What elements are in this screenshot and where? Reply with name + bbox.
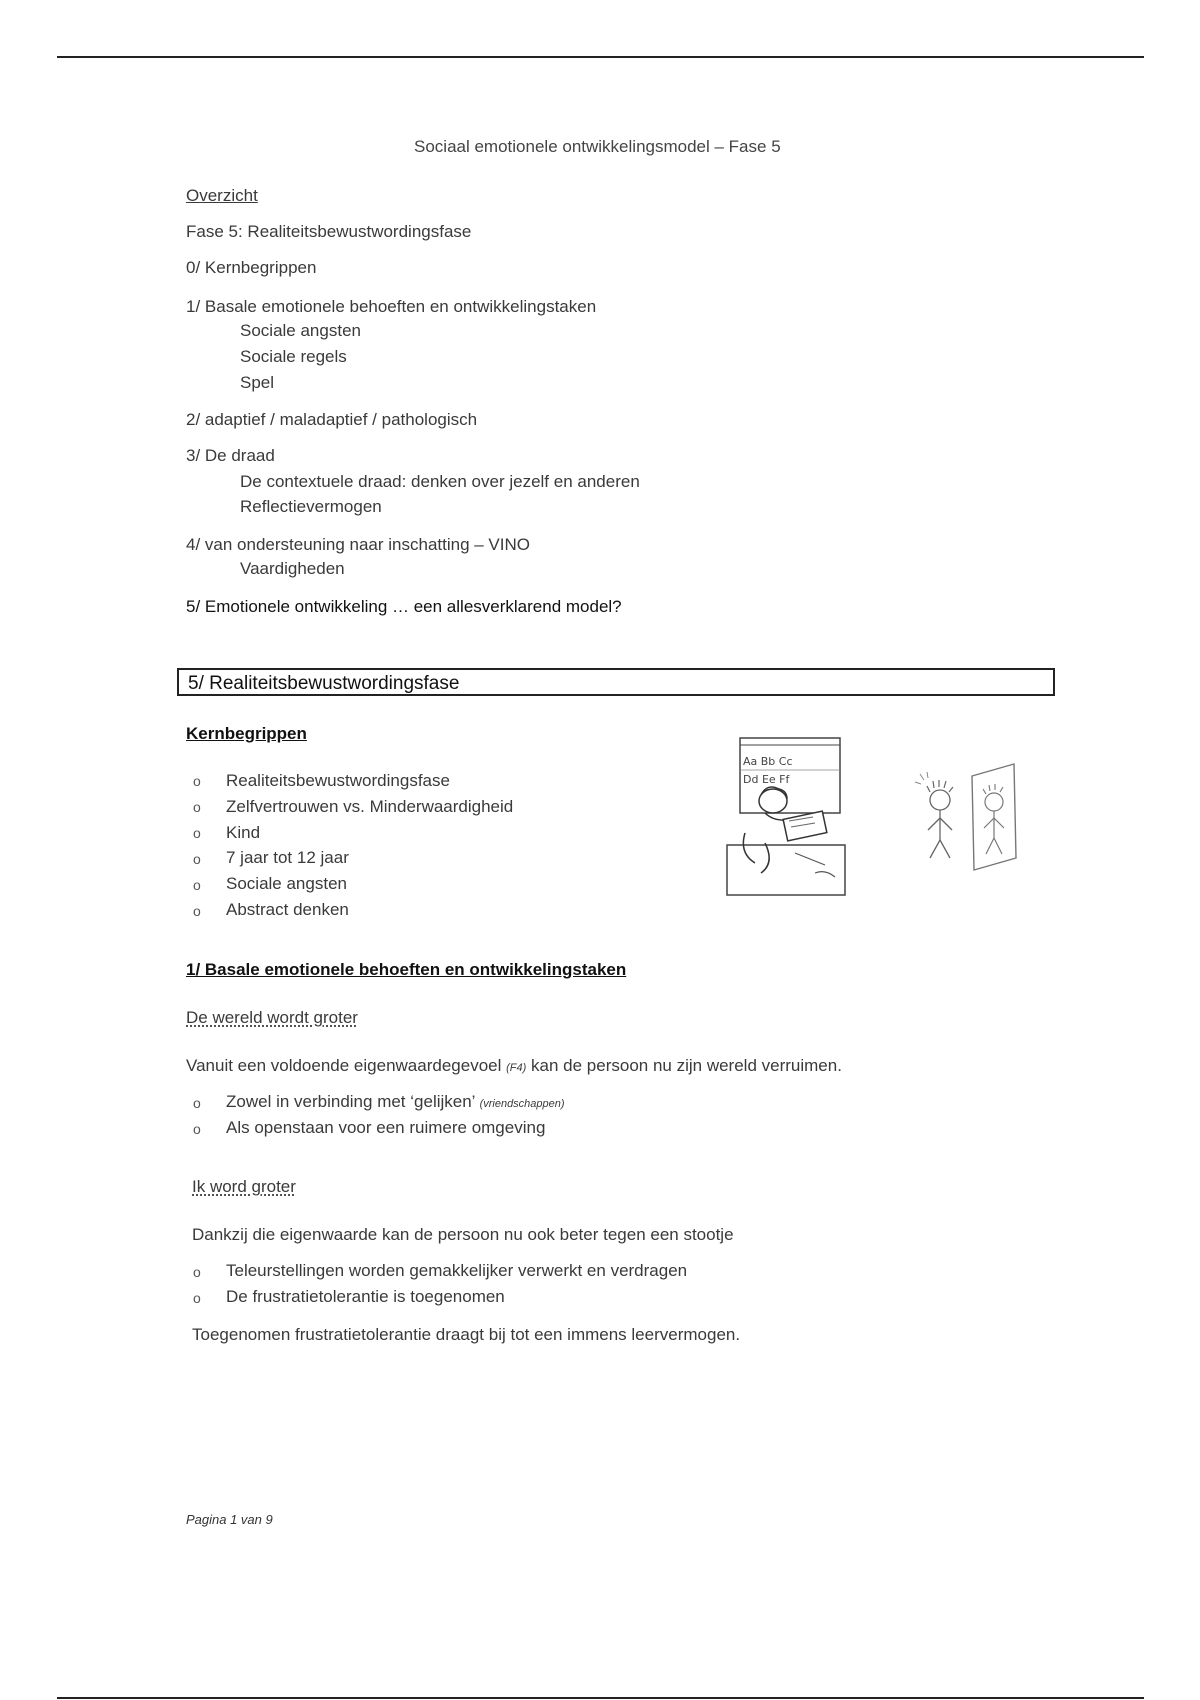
overview-item-1-sub: Sociale regels <box>240 347 347 366</box>
kernbegrippen-heading: Kernbegrippen <box>186 724 307 743</box>
bullet-marker: o <box>193 903 201 919</box>
overview-item-3: 3/ De draad <box>186 446 275 465</box>
kern-item: 7 jaar tot 12 jaar <box>226 848 349 867</box>
kern-item: Sociale angsten <box>226 874 347 893</box>
wereld-paragraph-note: (F4) <box>506 1062 527 1074</box>
document-title: Sociaal emotionele ontwikkelingsmodel – Fase 5 <box>414 137 781 156</box>
section-title-box <box>177 668 1055 696</box>
wereld-paragraph <box>186 1056 842 1076</box>
overview-item-0: 0/ Kernbegrippen <box>186 258 317 277</box>
kern-item: Kind <box>226 823 261 842</box>
wereld-paragraph-end: kan de persoon nu zijn wereld verruimen. <box>531 1056 842 1075</box>
bullet-marker: o <box>193 1121 201 1137</box>
wereld-bullet <box>226 1092 565 1112</box>
board-letters-2: Dd Ee Ff <box>743 773 790 786</box>
groter-heading: Ik word groter <box>192 1177 296 1196</box>
section-title: 5/ Realiteitsbewustwordingsfase <box>188 673 460 694</box>
bullet-marker: o <box>193 1290 201 1306</box>
bullet-marker: o <box>193 877 201 893</box>
bullet-marker: o <box>193 1264 201 1280</box>
bullet-marker: o <box>193 799 201 815</box>
overview-phase: Fase 5: Realiteitsbewustwordingsfase <box>186 222 472 241</box>
wereld-bullet-text: Zowel in verbinding met ‘gelijken’ <box>226 1092 475 1111</box>
overview-item-4-sub: Vaardigheden <box>240 559 345 578</box>
bullet-marker: o <box>193 1095 201 1111</box>
groter-bullet: Teleurstellingen worden gemakkelijker verwerkt en verdragen <box>226 1261 688 1280</box>
overview-heading: Overzicht <box>186 186 258 205</box>
groter-paragraph: Dankzij die eigenwaarde kan de persoon nu ook beter tegen een stootje <box>192 1225 734 1244</box>
overview-item-2: 2/ adaptief / maladaptief / pathologisch <box>186 410 478 429</box>
bullet-marker: o <box>193 851 201 867</box>
basale-heading: 1/ Basale emotionele behoeften en ontwikkelingstaken <box>186 960 627 979</box>
overview-item-1-sub: Sociale angsten <box>240 321 361 340</box>
overview-item-4: 4/ van ondersteuning naar inschatting – VINO <box>186 535 530 554</box>
overview-item-5: 5/ Emotionele ontwikkeling … een allesverklarend model? <box>186 597 622 616</box>
overview-item-1-sub: Spel <box>240 373 275 392</box>
groter-bullet: De frustratietolerantie is toegenomen <box>226 1287 505 1306</box>
wereld-bullet-note: (vriendschappen) <box>479 1098 565 1110</box>
kern-item: Abstract denken <box>226 900 349 919</box>
top-rule <box>57 56 1144 58</box>
bullet-marker: o <box>193 825 201 841</box>
bottom-rule <box>57 1697 1144 1699</box>
board-letters-1: Aa Bb Cc <box>743 755 793 768</box>
overview-item-3-sub: De contextuele draad: denken over jezelf en anderen <box>240 472 640 491</box>
overview-item-3-sub: Reflectievermogen <box>240 497 382 516</box>
wereld-bullet: Als openstaan voor een ruimere omgeving <box>226 1118 546 1137</box>
wereld-paragraph-start: Vanuit een voldoende eigenwaardegevoel <box>186 1056 502 1075</box>
kern-item: Realiteitsbewustwordingsfase <box>226 771 450 790</box>
wereld-heading: De wereld wordt groter <box>186 1008 358 1027</box>
overview-item-1: 1/ Basale emotionele behoeften en ontwikkelingstaken <box>186 297 597 316</box>
groter-closing: Toegenomen frustratietolerantie draagt bij tot een immens leervermogen. <box>192 1325 741 1344</box>
kern-item: Zelfvertrouwen vs. Minderwaardigheid <box>226 797 514 816</box>
mirror-illustration <box>904 758 1024 878</box>
classroom-illustration <box>725 733 855 898</box>
page-footer: Pagina 1 van 9 <box>186 1512 273 1527</box>
bullet-marker: o <box>193 773 201 789</box>
